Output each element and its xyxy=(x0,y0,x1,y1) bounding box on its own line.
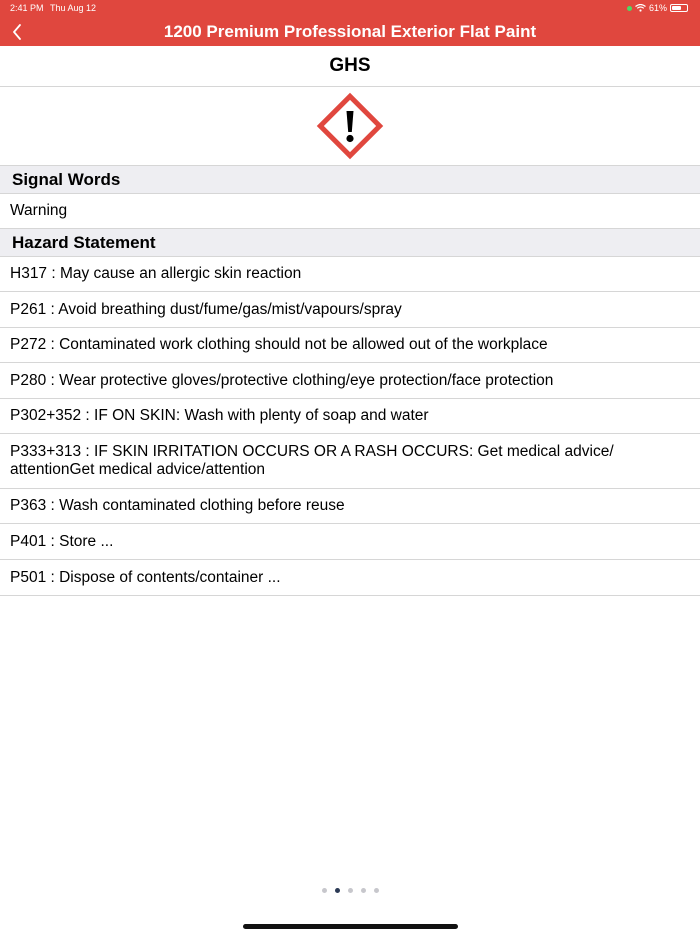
hazard-row: P280 : Wear protective gloves/protective clothing/eye protection/face protection xyxy=(0,363,700,399)
status-indicators xyxy=(627,3,688,13)
page-indicator[interactable] xyxy=(0,888,700,893)
hazard-row: P302+352 : IF ON SKIN: Wash with plenty of soap and water xyxy=(0,399,700,434)
chevron-left-icon xyxy=(12,24,22,40)
page-dot[interactable] xyxy=(322,888,327,893)
battery-percent: 61% xyxy=(648,3,667,13)
battery-icon xyxy=(670,4,688,12)
hazard-row: P261 : Avoid breathing dust/fume/gas/mist/vapours/spray xyxy=(0,292,700,328)
camera-indicator-icon xyxy=(627,6,632,11)
page-dot[interactable] xyxy=(361,888,366,893)
page-title: 1200 Premium Professional Exterior Flat Paint xyxy=(163,22,537,41)
hazard-row: P272 : Contaminated work clothing should not be allowed out of the workplace xyxy=(0,328,700,363)
wifi-icon xyxy=(635,4,646,12)
home-indicator[interactable] xyxy=(243,924,458,929)
signal-words-header: Signal Words xyxy=(0,166,700,194)
status-bar xyxy=(0,0,700,16)
ghs-title: GHS xyxy=(0,46,700,87)
back-button[interactable] xyxy=(6,20,28,44)
ghs-pictogram-row xyxy=(0,87,700,166)
signal-word-value: Warning xyxy=(0,194,700,229)
hazard-statement-header: Hazard Statement xyxy=(0,229,700,257)
page-dot-active[interactable] xyxy=(335,888,340,893)
page-dot[interactable] xyxy=(348,888,353,893)
status-time: 2:41 PM xyxy=(10,3,44,13)
hazard-row: P363 : Wash contaminated clothing before reuse xyxy=(0,489,700,524)
hazard-row: H317 : May cause an allergic skin reaction xyxy=(0,257,700,292)
exclamation-mark-pictogram-icon xyxy=(316,92,384,160)
hazard-row: P501 : Dispose of contents/container ... xyxy=(0,560,700,596)
page-dot[interactable] xyxy=(374,888,379,893)
nav-bar xyxy=(0,0,700,46)
hazard-row: P333+313 : IF SKIN IRRITATION OCCURS OR A RASH OCCURS: Get medical advice/ attentionGet medical advice/attention xyxy=(0,434,700,489)
hazard-row: P401 : Store ... xyxy=(0,524,700,560)
status-date: Thu Aug 12 xyxy=(50,3,97,13)
